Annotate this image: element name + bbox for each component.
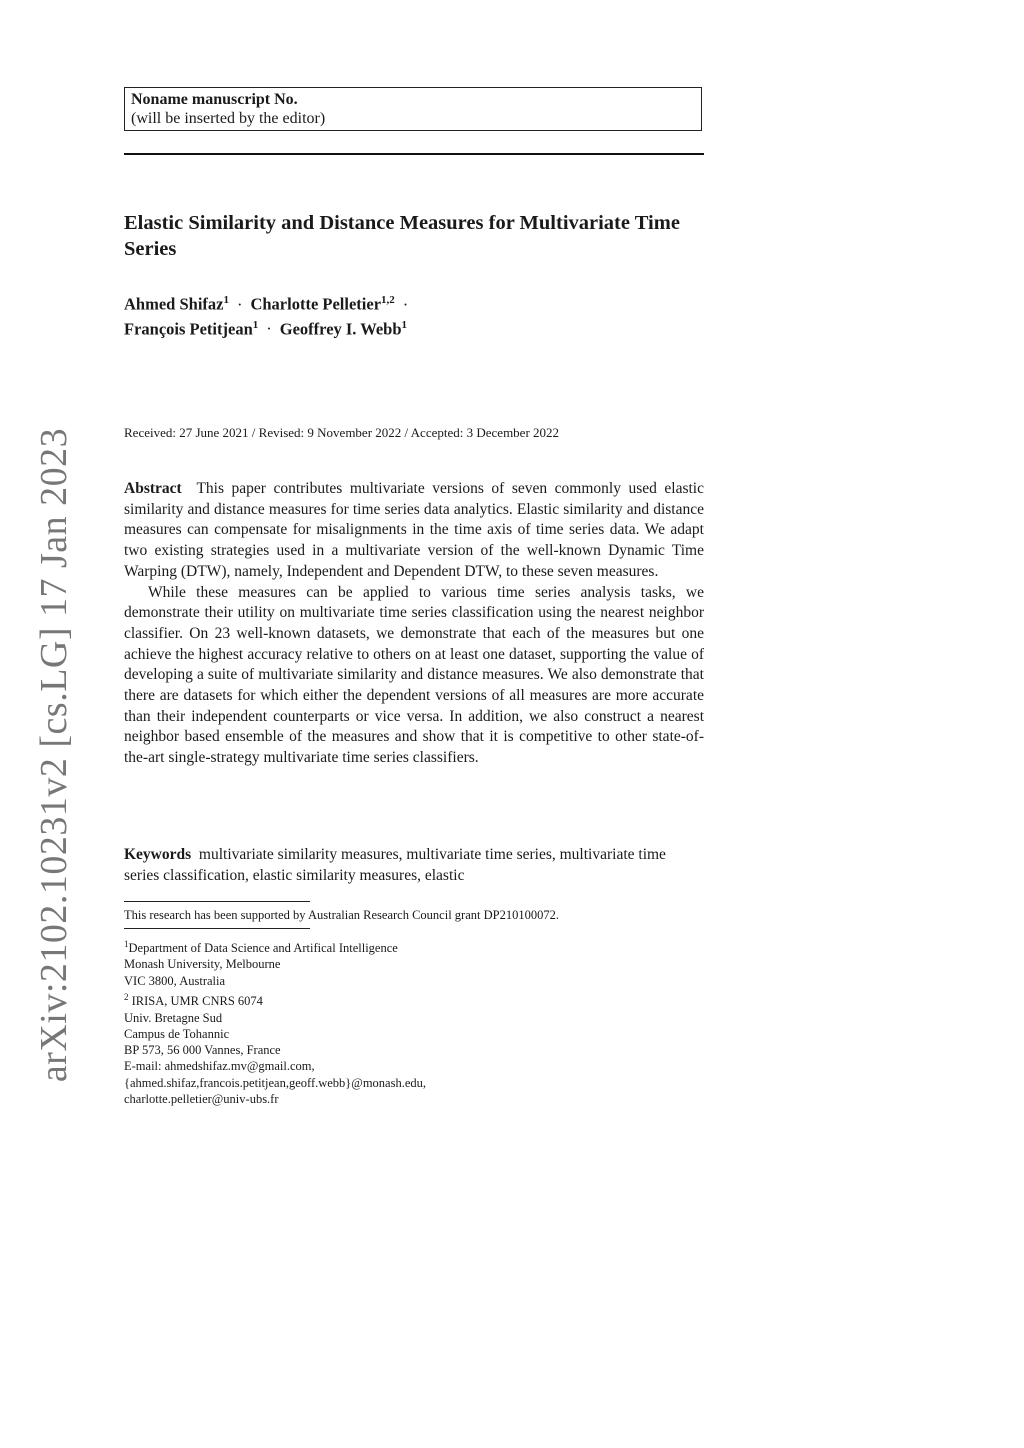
- author-name: Ahmed Shifaz: [124, 294, 224, 314]
- author-name: Charlotte Pelletier: [250, 294, 382, 314]
- author-list: [124, 290, 704, 339]
- abstract-section: [124, 479, 704, 769]
- author-name: François Petitjean: [124, 319, 253, 338]
- author-line-2: [124, 315, 704, 340]
- affiliation-mark: 2: [124, 992, 129, 1003]
- header-rule: [124, 153, 704, 155]
- funding-footnote: This research has been supported by Australian Research Council grant DP210100072.: [124, 908, 559, 922]
- arxiv-side-stamp: [30, 427, 78, 1083]
- affiliation-line: Campus de Tohannic: [124, 1026, 230, 1041]
- keywords-section: [124, 845, 704, 886]
- author-separator: ·: [236, 294, 243, 314]
- abstract-heading: Abstract: [124, 480, 182, 497]
- footnote-rule: [124, 928, 310, 929]
- email-line: E-mail: ahmedshifaz.mv@gmail.com,: [124, 1059, 315, 1074]
- email-line: {ahmed.shifaz,francois.petitjean,geoff.webb}@monash.edu,: [124, 1075, 427, 1090]
- affiliation-line: Monash University, Melbourne: [124, 957, 281, 972]
- author-separator: ·: [402, 294, 409, 314]
- arxiv-identifier: arXiv:2102.10231v2 [cs.LG] 17 Jan 2023: [33, 427, 76, 1083]
- keywords-heading: Keywords: [124, 846, 192, 863]
- author-affiliation-mark: 1: [223, 294, 229, 306]
- abstract-paragraph-1: [124, 479, 704, 583]
- author-affiliation-mark: 1,2: [381, 294, 395, 306]
- affiliation-line: Univ. Bretagne Sud: [124, 1010, 223, 1025]
- paper-title: Elastic Similarity and Distance Measures for Multivariate Time Series: [124, 212, 680, 260]
- affiliation-line: VIC 3800, Australia: [124, 973, 226, 988]
- abstract-text-1: This paper contributes multivariate versions of seven commonly used elastic similarity and distance measures for time series data analytics. Elastic similarity and distance measures can compensate for misalignments in the time axis of time series data. We adapt two existing strategies used in a multivariate version of the well-known Dynamic Time Warping (DTW), namely, Independent and Dependent DTW, to these seven measures.: [124, 480, 704, 580]
- email-line: charlotte.pelletier@univ-ubs.fr: [124, 1091, 279, 1106]
- author-name: Geoffrey I. Webb: [279, 319, 402, 338]
- manuscript-note: (will be inserted by the editor): [131, 110, 326, 127]
- manuscript-number: Noname manuscript No.: [131, 91, 298, 108]
- keywords-text: multivariate similarity measures, multivariate time series, multivariate time series classification, elastic similarity measures, elastic: [124, 846, 666, 884]
- author-separator: ·: [266, 319, 272, 338]
- author-affiliation-mark: 1: [252, 318, 259, 331]
- affiliation-mark: 1: [124, 939, 129, 949]
- author-affiliation-mark: 1: [401, 318, 408, 331]
- submission-dates: Received: 27 June 2021 / Revised: 9 November 2022 / Accepted: 3 December 2022: [124, 425, 560, 440]
- affiliation-line: $^2$ IRISA, UMR CNRS 6074: [124, 992, 263, 1009]
- affiliations: [124, 936, 704, 1107]
- affiliation-line: $^1$Department of Data Science and Artifical Intelligence: [124, 939, 398, 956]
- abstract-paragraph-2: While these measures can be applied to various time series analysis tasks, we demonstrate their utility on multivariate time series classification using the nearest neighbor classifier. On 23 well-known datasets, we demonstrate that each of the measures but one achieve the highest accuracy relative to others on at least one dataset, supporting the value of developing a suite of multivariate similarity and distance measures. We also demonstrate that there are datasets for which either the dependent versions of all measures are more accurate than their independent counterparts or vice versa. In addition, we also construct a nearest neighbor based ensemble of the measures and show that it is competitive to other state-of-the-art single-strategy multivariate time series classifiers.: [124, 583, 704, 767]
- author-line-1: [124, 290, 704, 315]
- affiliation-line: BP 573, 56 000 Vannes, France: [124, 1043, 281, 1058]
- manuscript-box: [124, 87, 702, 131]
- footnote-rule: [124, 901, 310, 902]
